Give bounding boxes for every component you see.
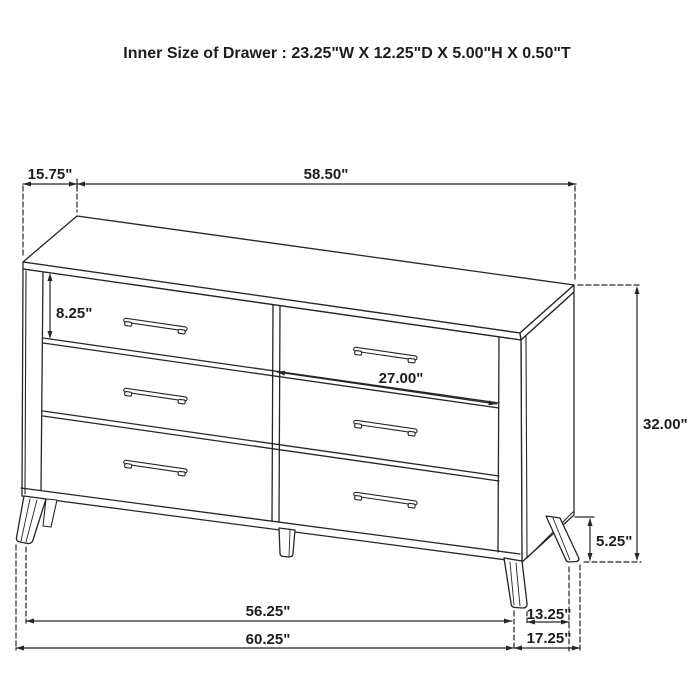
label-top-depth: 15.75" <box>27 166 73 183</box>
rear-right-leg <box>546 516 579 562</box>
dimension-leg-height <box>575 517 594 561</box>
label-top-width: 58.50" <box>303 166 349 183</box>
label-overall-width: 60.25" <box>245 631 291 648</box>
label-drawer-height: 8.25" <box>56 305 93 322</box>
center-leg <box>279 528 295 557</box>
label-leg-span-depth: 13.25" <box>526 606 572 623</box>
dimension-bottom-chain <box>16 545 580 651</box>
label-drawer-width: 27.00" <box>378 370 424 387</box>
label-base-width-inner: 56.25" <box>245 603 291 620</box>
front-left-leg <box>16 496 46 544</box>
dresser-illustration <box>16 216 578 608</box>
label-base-depth: 17.25" <box>526 630 572 647</box>
dimension-overall-height <box>578 285 641 562</box>
label-overall-height: 32.00" <box>643 416 688 433</box>
label-leg-height: 5.25" <box>596 533 633 550</box>
front-right-leg <box>504 558 527 608</box>
dresser-right-panel <box>521 292 574 562</box>
diagram-title: Inner Size of Drawer : 23.25"W X 12.25"D X 5.00"H X 0.50"T <box>123 45 571 62</box>
